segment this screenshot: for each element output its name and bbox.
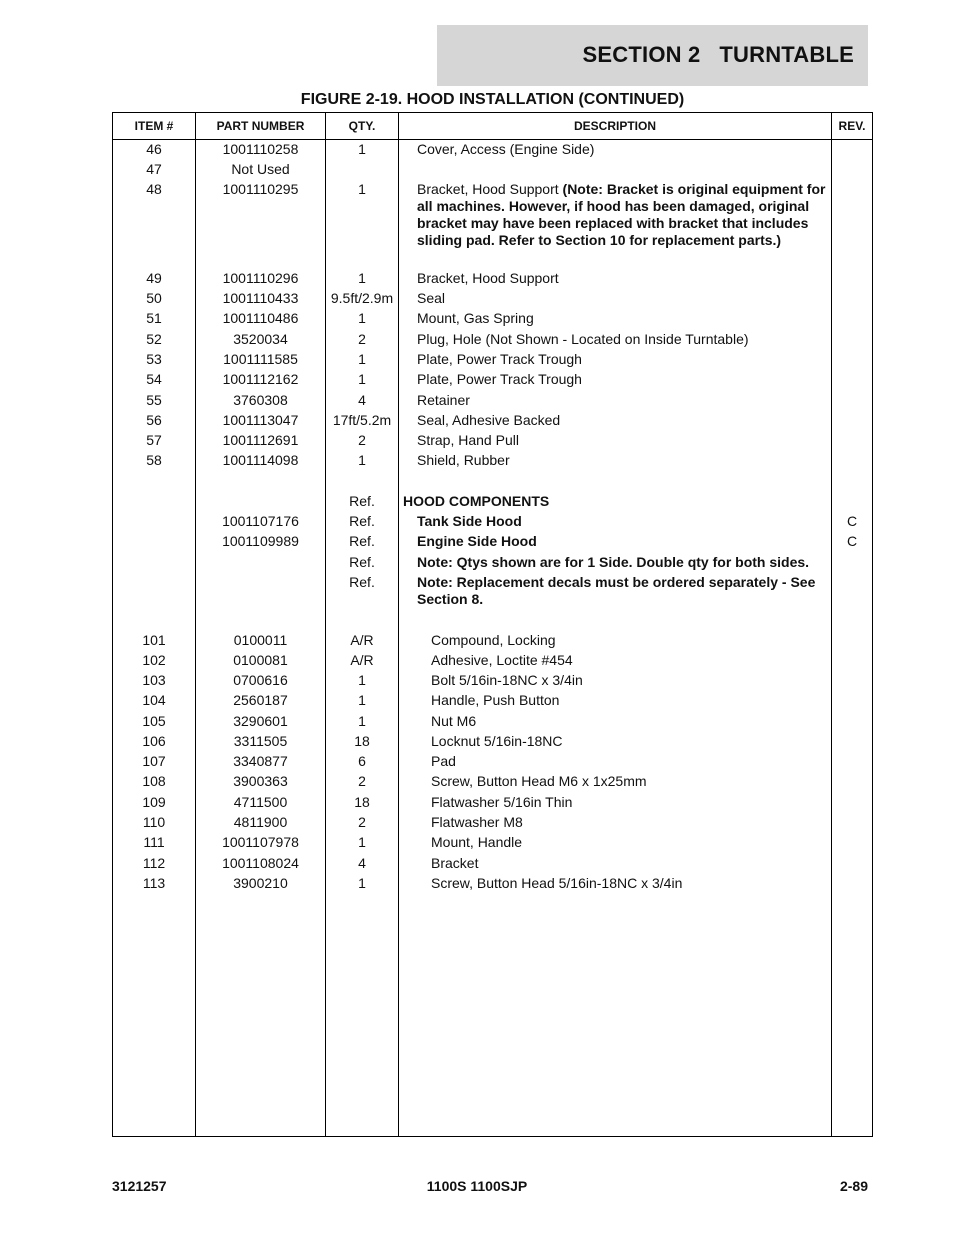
item-number: 48 xyxy=(146,181,162,197)
description-text: Adhesive, Loctite #454 xyxy=(431,652,573,668)
quantity: 1 xyxy=(358,875,366,891)
description-text: Flatwasher M8 xyxy=(431,814,523,830)
description xyxy=(431,834,843,851)
description xyxy=(417,270,829,287)
description-text: Shield, Rubber xyxy=(417,452,510,468)
description xyxy=(417,181,829,249)
quantity: 6 xyxy=(358,753,366,769)
part-number: 1001112691 xyxy=(222,432,299,448)
description xyxy=(431,652,843,669)
part-number: 4711500 xyxy=(233,794,288,810)
quantity: 1 xyxy=(358,371,366,387)
quantity: A/R xyxy=(350,652,374,668)
quantity: Ref. xyxy=(349,554,375,570)
description xyxy=(417,412,829,429)
item-number: 103 xyxy=(142,672,166,688)
item-number: 55 xyxy=(146,392,162,408)
description xyxy=(417,432,829,449)
header-divider xyxy=(113,139,872,140)
part-number: 0100081 xyxy=(233,652,288,668)
item-number: 106 xyxy=(142,733,166,749)
quantity: 9.5ft/2.9m xyxy=(330,290,394,306)
quantity: 2 xyxy=(358,331,366,347)
quantity: A/R xyxy=(350,632,374,648)
item-number: 109 xyxy=(142,794,166,810)
description-text: Cover, Access (Engine Side) xyxy=(417,141,595,157)
quantity: 18 xyxy=(354,733,370,749)
quantity: 1 xyxy=(358,834,366,850)
description-text: Note: Replacement decals must be ordered separately - See Section 8. xyxy=(417,574,816,607)
description-text: Plate, Power Track Trough xyxy=(417,371,582,387)
footer-page-number: 2-89 xyxy=(839,1178,868,1194)
item-number: 54 xyxy=(146,371,162,387)
quantity: 4 xyxy=(358,392,366,408)
item-number: 102 xyxy=(142,652,166,668)
column-divider xyxy=(398,113,399,1136)
description xyxy=(431,855,843,872)
description xyxy=(417,371,829,388)
description-note: (Note: Bracket is original equipment for all machines. However, if hood has been damaged, original bracket may have been replaced with bracket that includes sliding pad. Refer to Section 10 for replacement parts.) xyxy=(417,181,826,248)
quantity: Ref. xyxy=(349,533,375,549)
part-number: 3290601 xyxy=(233,713,288,729)
item-number: 46 xyxy=(146,141,162,157)
description xyxy=(417,331,829,348)
part-number: 3760308 xyxy=(233,392,288,408)
part-number: 1001112162 xyxy=(222,371,299,387)
item-number: 112 xyxy=(142,855,166,871)
description-text: Screw, Button Head M6 x 1x25mm xyxy=(431,773,647,789)
quantity: 18 xyxy=(354,794,370,810)
description xyxy=(431,875,843,892)
part-number: 1001110486 xyxy=(222,310,299,326)
item-number: 51 xyxy=(146,310,162,326)
part-number: 1001110296 xyxy=(222,270,299,286)
parts-table xyxy=(112,112,873,1137)
description-text: Engine Side Hood xyxy=(417,533,537,549)
quantity: Ref. xyxy=(349,574,375,590)
item-number: 110 xyxy=(142,814,166,830)
quantity: 1 xyxy=(358,351,366,367)
quantity: 1 xyxy=(358,713,366,729)
description xyxy=(431,632,843,649)
col-header-item: ITEM # xyxy=(134,119,174,133)
description-text: Mount, Gas Spring xyxy=(417,310,534,326)
quantity: 17ft/5.2m xyxy=(332,412,392,428)
col-header-qty: QTY. xyxy=(348,119,376,133)
description-text: Plug, Hole (Not Shown - Located on Inside Turntable) xyxy=(417,331,749,347)
column-divider xyxy=(325,113,326,1136)
description xyxy=(431,733,843,750)
figure-title: FIGURE 2-19. HOOD INSTALLATION (CONTINUED) xyxy=(300,91,685,108)
quantity: 1 xyxy=(358,270,366,286)
description xyxy=(431,794,843,811)
col-header-description: DESCRIPTION xyxy=(573,119,656,133)
part-number: 3340877 xyxy=(233,753,288,769)
part-number: 1001107176 xyxy=(222,513,299,529)
quantity: 1 xyxy=(358,672,366,688)
description xyxy=(417,533,829,550)
description-text: Bolt 5/16in-18NC x 3/4in xyxy=(431,672,583,688)
item-number: 49 xyxy=(146,270,162,286)
description-text: Compound, Locking xyxy=(431,632,556,648)
part-number: 1001110433 xyxy=(222,290,299,306)
footer-model: 1100S 1100SJP xyxy=(426,1178,528,1194)
part-number: 1001110295 xyxy=(222,181,299,197)
description xyxy=(417,452,829,469)
part-number: 3900363 xyxy=(233,773,288,789)
description xyxy=(417,554,829,571)
description xyxy=(417,290,829,307)
description xyxy=(417,141,829,158)
item-number: 53 xyxy=(146,351,162,367)
part-number: 1001113047 xyxy=(222,412,299,428)
description xyxy=(431,692,843,709)
part-number: 0700616 xyxy=(233,672,288,688)
part-number: 2560187 xyxy=(233,692,288,708)
section-title: SECTION 2 TURNTABLE xyxy=(582,42,854,67)
description-text: Seal, Adhesive Backed xyxy=(417,412,561,428)
footer-doc-number: 3121257 xyxy=(112,1178,167,1194)
part-number: Not Used xyxy=(231,161,290,177)
quantity: 4 xyxy=(358,855,366,871)
part-number: 1001107978 xyxy=(222,834,299,850)
description-text: Bracket, Hood Support xyxy=(417,181,559,197)
description-text: Pad xyxy=(431,753,456,769)
description-text: Tank Side Hood xyxy=(417,513,522,529)
description-text: Mount, Handle xyxy=(431,834,523,850)
part-number: 1001108024 xyxy=(222,855,299,871)
description xyxy=(431,753,843,770)
quantity: 2 xyxy=(358,432,366,448)
description xyxy=(417,574,829,608)
quantity: 1 xyxy=(358,310,366,326)
quantity: Ref. xyxy=(349,513,375,529)
quantity: 1 xyxy=(358,692,366,708)
item-number: 47 xyxy=(146,161,162,177)
item-number: 50 xyxy=(146,290,162,306)
revision: C xyxy=(846,533,858,549)
quantity: Ref. xyxy=(349,493,375,509)
description-text: Note: Qtys shown are for 1 Side. Double qty for both sides. xyxy=(417,554,810,570)
description xyxy=(417,392,829,409)
part-number: 3311505 xyxy=(233,733,288,749)
description-text: Flatwasher 5/16in Thin xyxy=(431,794,573,810)
part-number: 3900210 xyxy=(233,875,288,891)
description-text: Bracket, Hood Support xyxy=(417,270,559,286)
column-divider xyxy=(831,113,832,1136)
quantity: 1 xyxy=(358,181,366,197)
item-number: 52 xyxy=(146,331,162,347)
description xyxy=(417,513,829,530)
description xyxy=(403,493,815,510)
item-number: 58 xyxy=(146,452,162,468)
description xyxy=(417,351,829,368)
item-number: 105 xyxy=(142,713,166,729)
description-text: Handle, Push Button xyxy=(431,692,560,708)
description xyxy=(431,672,843,689)
part-number: 3520034 xyxy=(233,331,288,347)
part-number: 1001110258 xyxy=(222,141,299,157)
column-divider xyxy=(195,113,196,1136)
description xyxy=(431,713,843,730)
description-text: Bracket xyxy=(431,855,479,871)
quantity: 1 xyxy=(358,141,366,157)
part-number: 4811900 xyxy=(233,814,288,830)
col-header-part-number: PART NUMBER xyxy=(216,119,305,133)
quantity: 2 xyxy=(358,814,366,830)
part-number: 1001114098 xyxy=(222,452,299,468)
description xyxy=(417,310,829,327)
item-number: 113 xyxy=(142,875,166,891)
item-number: 57 xyxy=(146,432,162,448)
revision: C xyxy=(846,513,858,529)
description-text: Seal xyxy=(417,290,446,306)
description-text: Retainer xyxy=(417,392,470,408)
item-number: 108 xyxy=(142,773,166,789)
item-number: 101 xyxy=(142,632,166,648)
description-text: HOOD COMPONENTS xyxy=(403,493,550,509)
item-number: 56 xyxy=(146,412,162,428)
description xyxy=(431,814,843,831)
item-number: 107 xyxy=(142,753,166,769)
quantity: 2 xyxy=(358,773,366,789)
item-number: 111 xyxy=(143,834,165,850)
description xyxy=(431,773,843,790)
description-text: Plate, Power Track Trough xyxy=(417,351,582,367)
part-number: 1001109989 xyxy=(222,533,299,549)
description-text: Locknut 5/16in-18NC xyxy=(431,733,563,749)
part-number: 0100011 xyxy=(233,632,288,648)
quantity: 1 xyxy=(358,452,366,468)
description-text: Nut M6 xyxy=(431,713,477,729)
col-header-rev: REV. xyxy=(838,119,866,133)
section-header xyxy=(437,25,868,86)
description-text: Strap, Hand Pull xyxy=(417,432,519,448)
item-number: 104 xyxy=(142,692,166,708)
part-number: 1001111585 xyxy=(223,351,298,367)
description-text: Screw, Button Head 5/16in-18NC x 3/4in xyxy=(431,875,683,891)
